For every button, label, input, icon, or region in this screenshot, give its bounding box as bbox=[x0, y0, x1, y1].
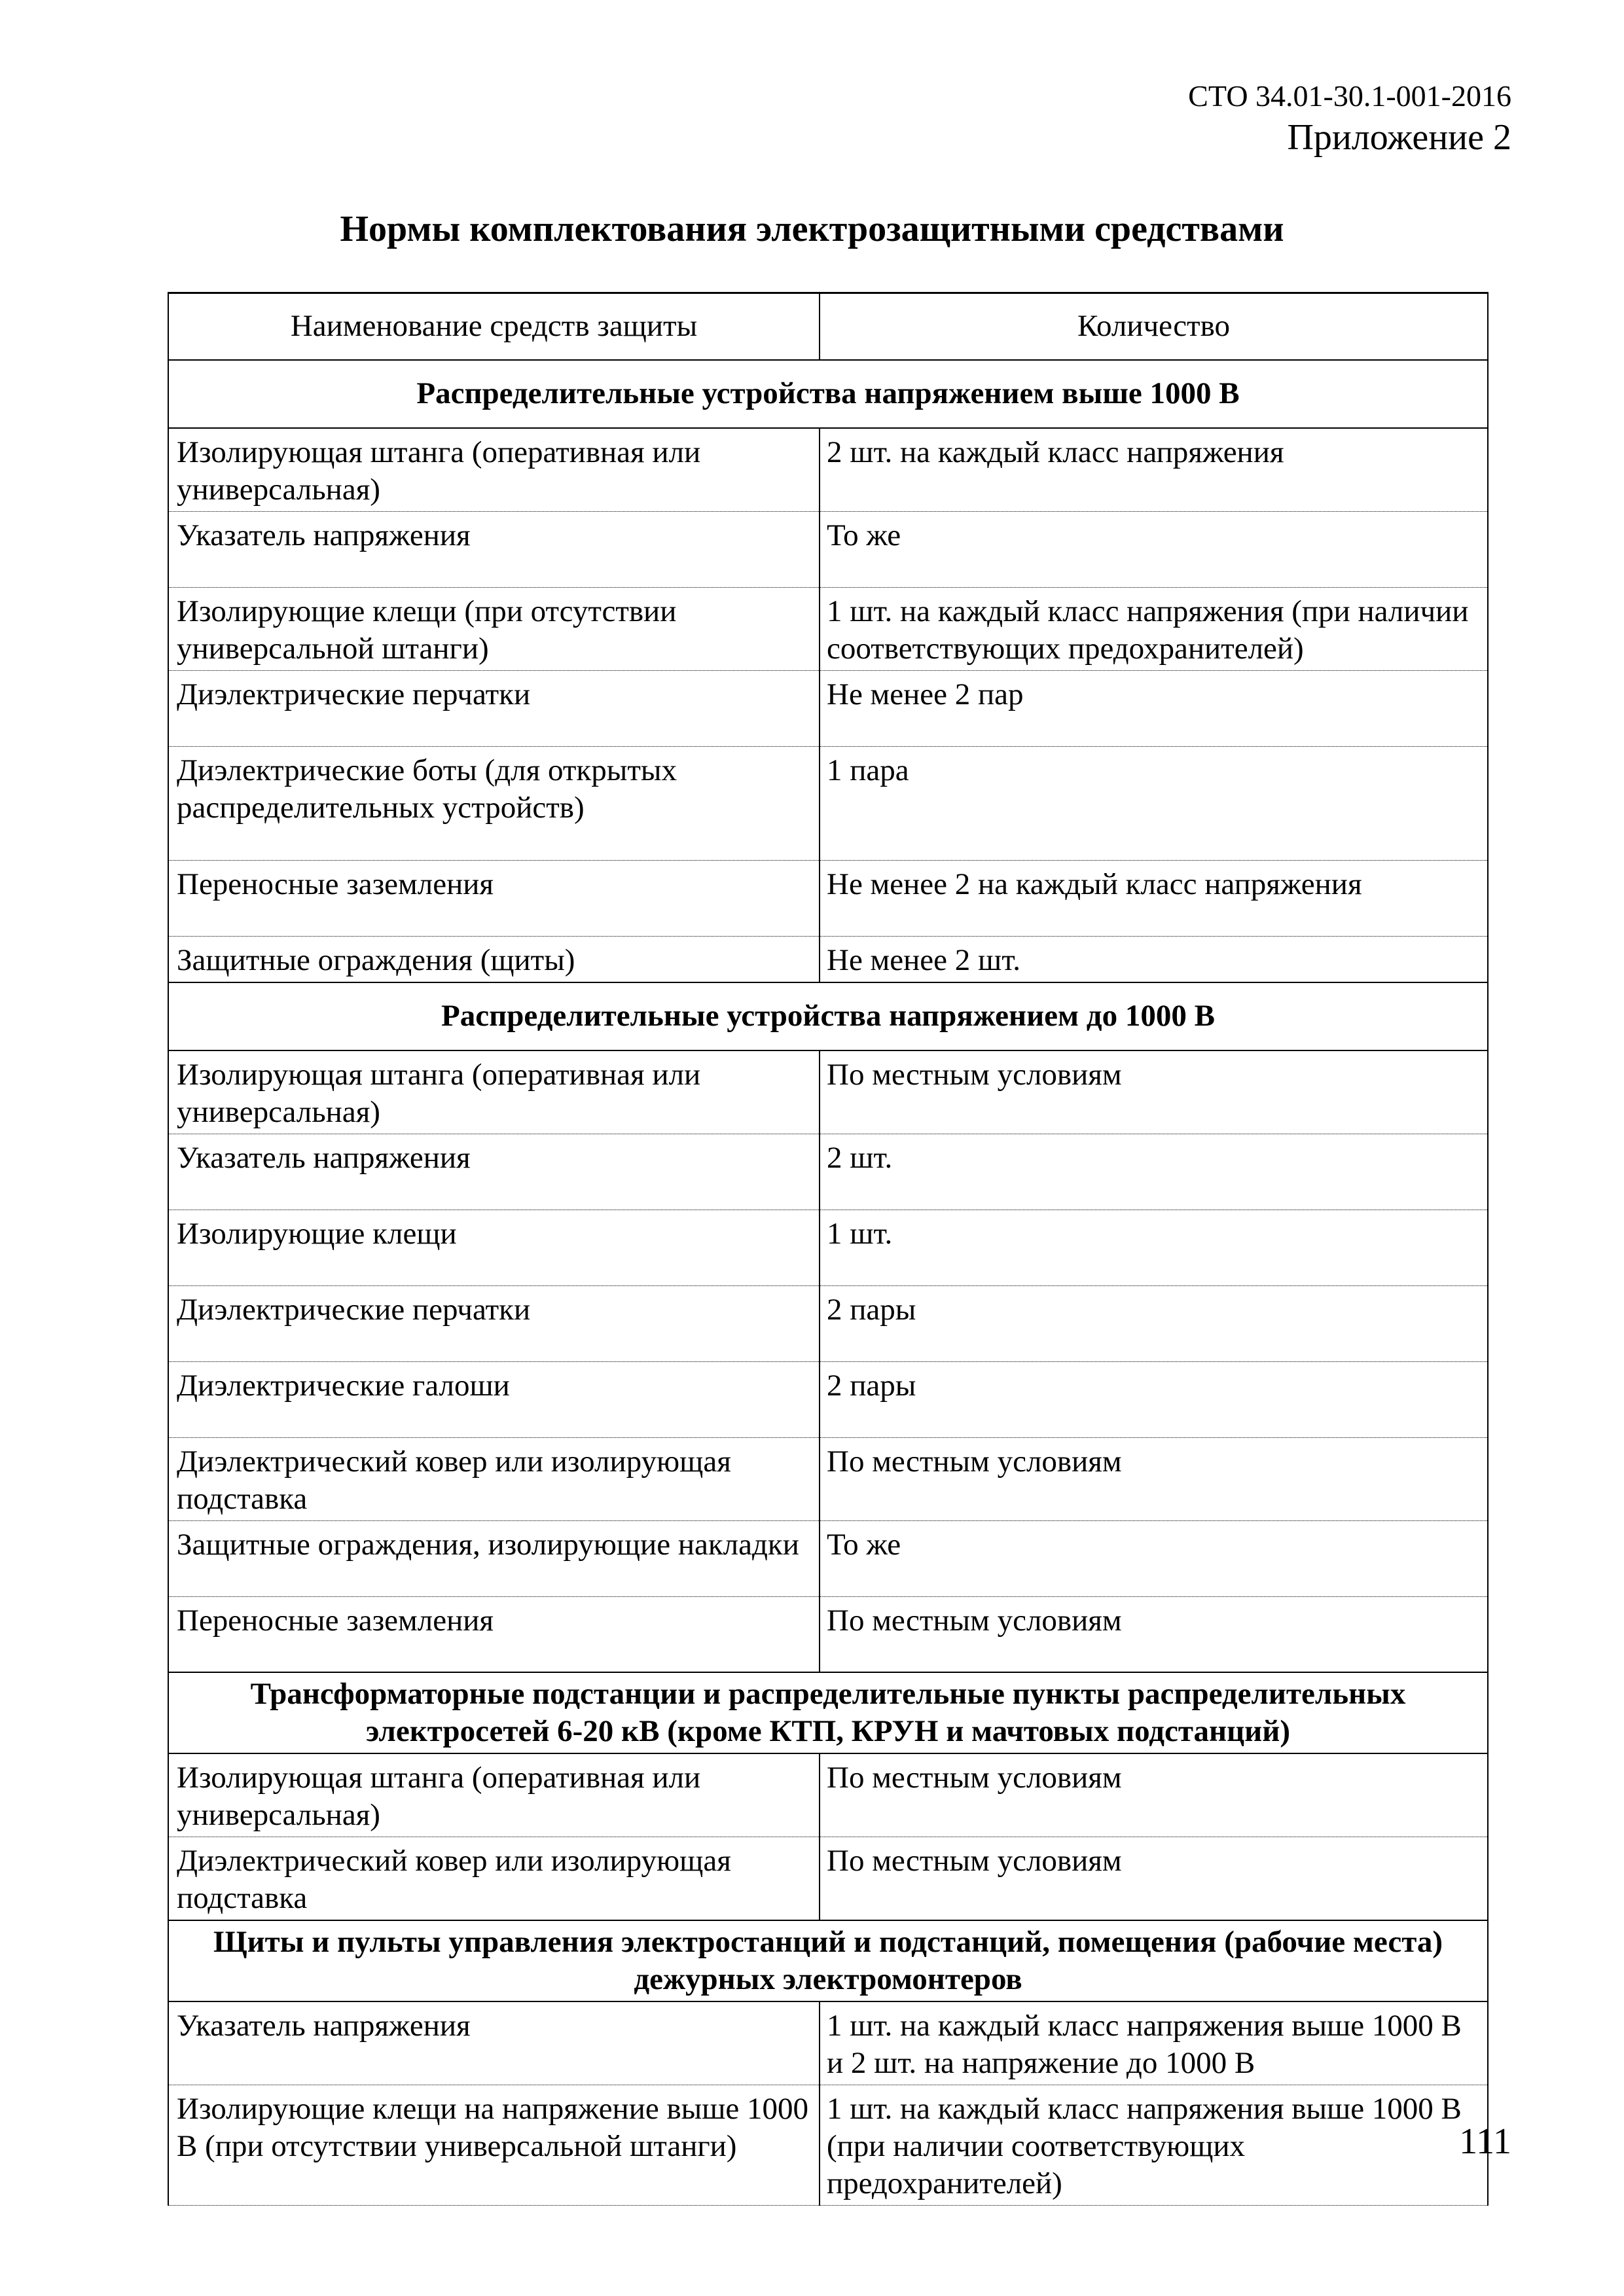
section-title: Щиты и пульты управления электростанций и подстанций, помещения (рабочие места) дежурных электромонтеров bbox=[168, 1920, 1488, 2001]
protection-name: Указатель напряжения bbox=[168, 511, 820, 587]
quantity: 1 шт. на каждый класс напряжения (при наличии соответствующих предохранителей) bbox=[820, 587, 1488, 670]
table-header-row bbox=[168, 293, 1488, 360]
quantity: То же bbox=[820, 511, 1488, 587]
section-title: Трансформаторные подстанции и распределительные пункты распределительных электросетей 6-20 кВ (кроме КТП, КРУН и мачтовых подстанций) bbox=[168, 1672, 1488, 1753]
page-number: 111 bbox=[1459, 2121, 1511, 2162]
quantity: 1 шт. bbox=[820, 1210, 1488, 1285]
section-title: Распределительные устройства напряжением до 1000 В bbox=[168, 982, 1488, 1050]
column-header-quantity: Количество bbox=[820, 293, 1488, 360]
section-header bbox=[168, 360, 1488, 428]
protection-name: Защитные ограждения (щиты) bbox=[168, 936, 820, 982]
page-title: Нормы комплектования электрозащитными средствами bbox=[340, 209, 1284, 249]
table-row bbox=[168, 428, 1488, 512]
section-title: Распределительные устройства напряжением выше 1000 В bbox=[168, 360, 1488, 428]
quantity: Не менее 2 на каждый класс напряжения bbox=[820, 860, 1488, 936]
quantity: По местным условиям bbox=[820, 1837, 1488, 1921]
protection-name: Диэлектрические перчатки bbox=[168, 1285, 820, 1361]
document-code: СТО 34.01-30.1-001-2016 bbox=[1188, 79, 1511, 113]
protection-name: Изолирующие клещи на напряжение выше 1000 В (при отсутствии универсальной штанги) bbox=[168, 2085, 820, 2206]
quantity: По местным условиям bbox=[820, 1753, 1488, 1837]
table-row bbox=[168, 1134, 1488, 1210]
table-row bbox=[168, 2001, 1488, 2085]
table-row bbox=[168, 936, 1488, 982]
protection-name: Изолирующая штанга (оперативная или универсальная) bbox=[168, 428, 820, 512]
table-row bbox=[168, 1753, 1488, 1837]
protection-name: Изолирующие клещи (при отсутствии универсальной штанги) bbox=[168, 587, 820, 670]
quantity: То же bbox=[820, 1520, 1488, 1596]
quantity: 2 шт. на каждый класс напряжения bbox=[820, 428, 1488, 512]
appendix-label: Приложение 2 bbox=[1287, 117, 1511, 158]
quantity: 1 шт. на каждый класс напряжения выше 1000 В и 2 шт. на напряжение до 1000 В bbox=[820, 2001, 1488, 2085]
protection-name: Указатель напряжения bbox=[168, 2001, 820, 2085]
quantity: 2 пары bbox=[820, 1285, 1488, 1361]
table-row bbox=[168, 1361, 1488, 1437]
protection-name: Диэлектрические перчатки bbox=[168, 670, 820, 746]
protection-name: Изолирующая штанга (оперативная или универсальная) bbox=[168, 1050, 820, 1134]
protection-name: Диэлектрические боты (для открытых распределительных устройств) bbox=[168, 746, 820, 860]
table-row bbox=[168, 1520, 1488, 1596]
quantity: 1 пара bbox=[820, 746, 1488, 860]
protection-name: Переносные заземления bbox=[168, 860, 820, 936]
table-row bbox=[168, 1210, 1488, 1285]
quantity: Не менее 2 шт. bbox=[820, 936, 1488, 982]
table-row bbox=[168, 1050, 1488, 1134]
column-header-name: Наименование средств защиты bbox=[168, 293, 820, 360]
table-row bbox=[168, 1837, 1488, 1921]
table-row bbox=[168, 746, 1488, 860]
table-row bbox=[168, 1285, 1488, 1361]
table-row bbox=[168, 2085, 1488, 2206]
quantity: Не менее 2 пар bbox=[820, 670, 1488, 746]
section-header bbox=[168, 1920, 1488, 2001]
protection-name: Изолирующие клещи bbox=[168, 1210, 820, 1285]
quantity: 2 пары bbox=[820, 1361, 1488, 1437]
protection-name: Диэлектрический ковер или изолирующая подставка bbox=[168, 1837, 820, 1921]
table-row bbox=[168, 1437, 1488, 1520]
quantity: По местным условиям bbox=[820, 1050, 1488, 1134]
table-row bbox=[168, 670, 1488, 746]
protection-name: Изолирующая штанга (оперативная или универсальная) bbox=[168, 1753, 820, 1837]
quantity: По местным условиям bbox=[820, 1596, 1488, 1672]
table-row bbox=[168, 1596, 1488, 1672]
protection-name: Диэлектрические галоши bbox=[168, 1361, 820, 1437]
section-header bbox=[168, 982, 1488, 1050]
norms-table bbox=[168, 292, 1489, 2206]
quantity: 1 шт. на каждый класс напряжения выше 1000 В (при наличии соответствующих предохранителей) bbox=[820, 2085, 1488, 2206]
protection-name: Переносные заземления bbox=[168, 1596, 820, 1672]
protection-name: Защитные ограждения, изолирующие накладки bbox=[168, 1520, 820, 1596]
protection-name: Диэлектрический ковер или изолирующая подставка bbox=[168, 1437, 820, 1520]
section-header bbox=[168, 1672, 1488, 1753]
table-row bbox=[168, 511, 1488, 587]
table-row bbox=[168, 587, 1488, 670]
quantity: По местным условиям bbox=[820, 1437, 1488, 1520]
quantity: 2 шт. bbox=[820, 1134, 1488, 1210]
table-row bbox=[168, 860, 1488, 936]
protection-name: Указатель напряжения bbox=[168, 1134, 820, 1210]
